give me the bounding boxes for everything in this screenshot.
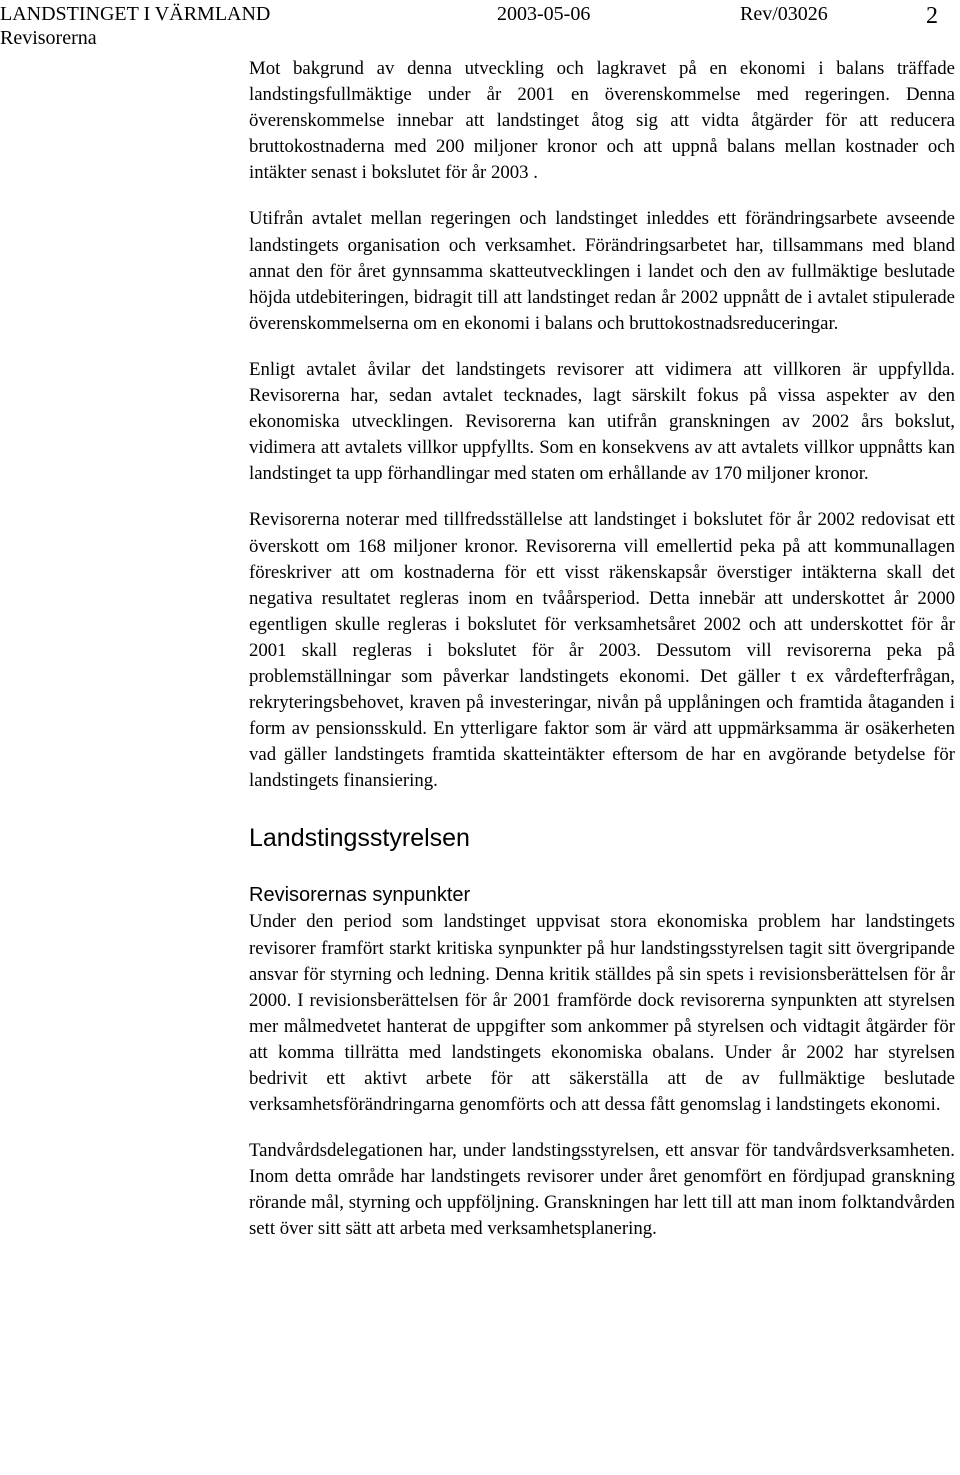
page-number: 2 (926, 3, 938, 29)
section-paragraph: Tandvårdsdelegationen har, under landstingsstyrelsen, ett ansvar för tandvårdsverksamheten. Inom detta område har landstingets revisorer under året genomfört en fördjupad granskning rörande mål, styrning och uppföljning. Granskningen har lett till att man inom folktandvården sett över sitt sätt att arbeta med verksamhetsplanering. (249, 1140, 955, 1240)
header-subtitle: Revisorerna (0, 27, 97, 49)
organization-name: LANDSTINGET I VÄRMLAND (0, 3, 271, 25)
body-paragraph: Enligt avtalet åvilar det landstingets revisorer att vidimera att villkoren är uppfyllda. Revisorerna har, sedan avtalet tecknades, lagt särskilt fokus på vissa aspekter av den ekonomiska utvecklingen. Revisorerna kan utifrån granskningen av 2002 års bokslut, vidimera att avtalets villkor uppfyllts. Som en konsekvens av att avtalets villkor uppnåtts kan landstinget ta upp förhandlingar med staten om erhållande av 170 miljoner kronor. (249, 358, 955, 485)
document-date: 2003-05-06 (497, 3, 591, 25)
body-paragraph: Mot bakgrund av denna utveckling och lagkravet på en ekonomi i balans träffade landstingsfullmäktige under år 2001 en överenskommelse med regeringen. Denna överenskommelse innebar att landstinget åtog sig att vidta åtgärder för att reducera bruttokostnaderna med 200 miljoner kronor och att uppnå balans mellan kostnader och intäkter senast i bokslutet för år 2003 . (249, 58, 955, 184)
page-header (0, 0, 960, 50)
section-heading: Landstingsstyrelsen (249, 824, 470, 853)
section-subheading: Revisorernas synpunkter (249, 884, 471, 907)
body-paragraph: Revisorerna noterar med tillfredsställelse att landstinget i bokslutet för år 2002 redovisat ett överskott om 168 miljoner kronor. Revisorerna vill emellertid peka på att kommunallagen föreskriver att om kostnaderna för ett visst räkenskapsår överstiger intäkterna skall det negativa resultatet regleras inom en tvåårsperiod. Detta innebär att underskottet år 2000 egentligen skulle regleras i bokslutet för verksamhetsåret 2002 och att underskottet för år 2001 skall regleras i bokslutet för år 2003. Dessutom vill revisorerna peka på problemställningar som påverkar landstingets ekonomi. Det gäller t ex vårdefterfrågan, rekryteringsbehovet, kraven på investeringar, nivån på upplåningen och framtida åtaganden i form av pensionsskuld. En ytterligare faktor som är värd att uppmärksamma är osäkerheten vad gäller landstingets framtida skatteintäkter eftersom de har en avgörande betydelse för landstingets finansiering. (249, 509, 955, 792)
section-paragraph: Under den period som landstinget uppvisat stora ekonomiska problem har landstingets revisorer framfört starkt kritiska synpunkter på hur landstingsstyrelsen tagit sitt övergripande ansvar för styrning och ledning. Denna kritik ställdes på sin spets i revisionsberättelsen för år 2000. I revisionsberättelsen för år 2001 framförde dock revisorerna synpunkten att styrelsen mer målmedvetet hanterat de uppgifter som ankommer på styrelsen och vidtagit åtgärder för att komma tillrätta med landstingets ekonomiska obalans. Under år 2002 har styrelsen bedrivit ett aktivt arbete för att säkerställa att de av fullmäktige beslutade verksamhetsförändringarna genomförts och att dessa fått genomslag i landstingets ekonomi. (249, 911, 955, 1116)
revision-number: Rev/03026 (740, 3, 828, 25)
body-paragraph: Utifrån avtalet mellan regeringen och landstinget inleddes ett förändringsarbete avseende landstingets organisation och verksamhet. Förändringsarbetet har, tillsammans med bland annat den för året gynnsamma skatteutvecklingen i landet och den av fullmäktige beslutade höjda utdebiteringen, bidragit till att landstinget redan år 2002 uppnått de i avtalet stipulerade överenskommelserna om en ekonomi i balans och bruttokostnadsreduceringar. (249, 208, 955, 334)
document-body (249, 56, 955, 1243)
